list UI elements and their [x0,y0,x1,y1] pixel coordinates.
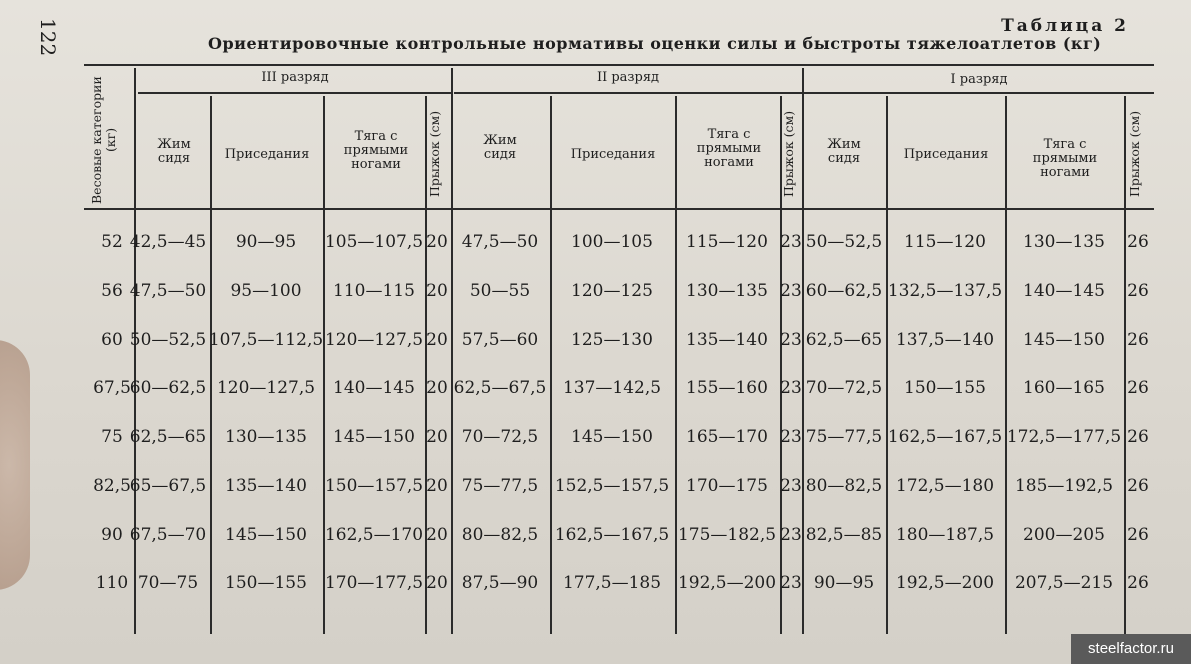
table-title: Ориентировочные контрольные нормативы оценки силы и быстроты тяжелоатлетов (кг) [208,34,1102,53]
table-cell: 20 [426,232,448,252]
table-cell: 20 [426,427,448,447]
table-cell: 162,5—170 [324,525,424,545]
sub-header-bench: Жим сидя [483,133,517,162]
col-divider [802,68,804,634]
table-cell: 62,5—65 [805,330,883,350]
col-divider [210,96,212,634]
table-cell: 23 [780,573,802,593]
table-cell: 67,5—70 [129,525,207,545]
sub-header-jump: Прыжок (см) [781,110,796,198]
col-divider [451,68,453,634]
table-cell: 140—145 [333,378,415,398]
table-cell: 90—95 [813,573,875,593]
table-cell: 87,5—90 [461,573,539,593]
rank-header-1: I разряд [950,72,1008,87]
table-cell: 47,5—50 [461,232,539,252]
weight-category-cell: 67,5 [93,378,131,398]
table-cell: 130—135 [1023,232,1105,252]
table-cell: 20 [426,330,448,350]
table-cell: 170—175 [686,476,768,496]
table-cell: 70—75 [137,573,199,593]
col-divider [675,96,677,634]
table-cell: 26 [1127,525,1149,545]
table-cell: 172,5—177,5 [1006,427,1122,447]
table-cell: 23 [780,281,802,301]
rank-rule-2 [454,92,802,94]
weight-category-cell: 52 [101,232,123,252]
table-cell: 110—115 [333,281,415,301]
table-cell: 20 [426,476,448,496]
col-divider [1005,96,1007,634]
table-cell: 185—192,5 [1014,476,1114,496]
table-cell: 26 [1127,232,1149,252]
table-cell: 70—72,5 [461,427,539,447]
table-cell: 160—165 [1023,378,1105,398]
table-cell: 180—187,5 [895,525,995,545]
table-cell: 155—160 [686,378,768,398]
table-cell: 125—130 [571,330,653,350]
table-cell: 23 [780,427,802,447]
rank-header-3: III разряд [261,70,329,85]
table-cell: 20 [426,281,448,301]
table-cell: 82,5—85 [805,525,883,545]
table-cell: 23 [780,330,802,350]
weight-category-cell: 110 [95,573,129,593]
rank-rule-1 [804,92,1154,94]
sub-header-bench: Жим сидя [827,137,861,166]
table-cell: 60—62,5 [805,281,883,301]
table-cell: 152,5—157,5 [554,476,670,496]
table-cell: 90—95 [235,232,297,252]
table-cell: 192,5—200 [677,573,777,593]
weight-category-cell: 60 [101,330,123,350]
table-cell: 130—135 [686,281,768,301]
table-cell: 115—120 [686,232,768,252]
table-cell: 75—77,5 [461,476,539,496]
table-cell: 20 [426,573,448,593]
table-cell: 150—155 [904,378,986,398]
table-cell: 57,5—60 [461,330,539,350]
table-top-rule [84,64,1154,66]
table-cell: 26 [1127,427,1149,447]
table-cell: 192,5—200 [895,573,995,593]
sub-header-squat: Приседания [570,147,656,162]
table-cell: 60—62,5 [129,378,207,398]
table-cell: 165—170 [686,427,768,447]
table-cell: 47,5—50 [129,281,207,301]
sub-header-pull: Тяга с прямыми ногами [343,129,409,172]
table-cell: 135—140 [225,476,307,496]
table-cell: 42,5—45 [129,232,207,252]
table-cell: 50—55 [469,281,531,301]
table-cell: 170—177,5 [324,573,424,593]
col-divider [134,68,136,634]
finger-shadow [0,340,30,590]
table-cell: 150—155 [225,573,307,593]
table-cell: 115—120 [904,232,986,252]
table-cell: 140—145 [1023,281,1105,301]
table-cell: 130—135 [225,427,307,447]
page-number: 122 [36,18,60,57]
table-cell: 175—182,5 [677,525,777,545]
table-cell: 150—157,5 [324,476,424,496]
weight-category-cell: 75 [101,427,123,447]
weight-category-cell: 56 [101,281,123,301]
table-cell: 26 [1127,330,1149,350]
sub-header-jump: Прыжок (см) [1127,110,1142,198]
weight-category-cell: 90 [101,525,123,545]
table-cell: 172,5—180 [895,476,995,496]
table-cell: 207,5—215 [1014,573,1114,593]
table-cell: 23 [780,476,802,496]
table-cell: 50—52,5 [805,232,883,252]
table-cell: 120—127,5 [324,330,424,350]
sub-header-pull: Тяга с прямыми ногами [1032,137,1098,180]
table-cell: 62,5—65 [129,427,207,447]
table-cell: 65—67,5 [129,476,207,496]
table-cell: 80—82,5 [805,476,883,496]
table-cell: 137—142,5 [562,378,662,398]
table-cell: 177,5—185 [562,573,662,593]
table-cell: 95—100 [230,281,302,301]
table-cell: 20 [426,378,448,398]
table-cell: 20 [426,525,448,545]
table-cell: 132,5—137,5 [887,281,1003,301]
table-cell: 120—127,5 [216,378,316,398]
table-cell: 145—150 [1023,330,1105,350]
table-cell: 26 [1127,378,1149,398]
table-cell: 26 [1127,573,1149,593]
table-cell: 70—72,5 [805,378,883,398]
table-cell: 162,5—167,5 [887,427,1003,447]
table-cell: 26 [1127,281,1149,301]
table-cell: 26 [1127,476,1149,496]
watermark: steelfactor.ru [1071,634,1191,664]
table-cell: 80—82,5 [461,525,539,545]
table-cell: 145—150 [333,427,415,447]
table-cell: 145—150 [571,427,653,447]
sub-header-pull: Тяга с прямыми ногами [696,127,762,170]
weight-category-cell: 82,5 [93,476,131,496]
table-cell: 135—140 [686,330,768,350]
col-divider [550,96,552,634]
col-divider [323,96,325,634]
table-cell: 162,5—167,5 [554,525,670,545]
sub-header-squat: Приседания [224,147,310,162]
col-divider [886,96,888,634]
sub-header-jump: Прыжок (см) [427,110,442,198]
sub-header-squat: Приседания [903,147,989,162]
table-cell: 75—77,5 [805,427,883,447]
rank-header-2: II разряд [596,70,660,85]
table-cell: 23 [780,378,802,398]
table-label: Таблица 2 [1001,16,1129,36]
table-cell: 200—205 [1023,525,1105,545]
col-divider [1124,96,1126,634]
table-cell: 50—52,5 [129,330,207,350]
weight-category-header: Весовые категории (кг) [89,76,118,204]
table-cell: 107,5—112,5 [208,330,324,350]
table-cell: 62,5—67,5 [453,378,547,398]
table-cell: 137,5—140 [895,330,995,350]
table-cell: 105—107,5 [324,232,424,252]
table-cell: 23 [780,525,802,545]
sub-header-bench: Жим сидя [157,137,191,166]
rank-rule-3 [138,92,452,94]
table-cell: 100—105 [571,232,653,252]
table-cell: 23 [780,232,802,252]
header-bottom-rule [84,208,1154,210]
table-cell: 120—125 [571,281,653,301]
table-cell: 145—150 [225,525,307,545]
